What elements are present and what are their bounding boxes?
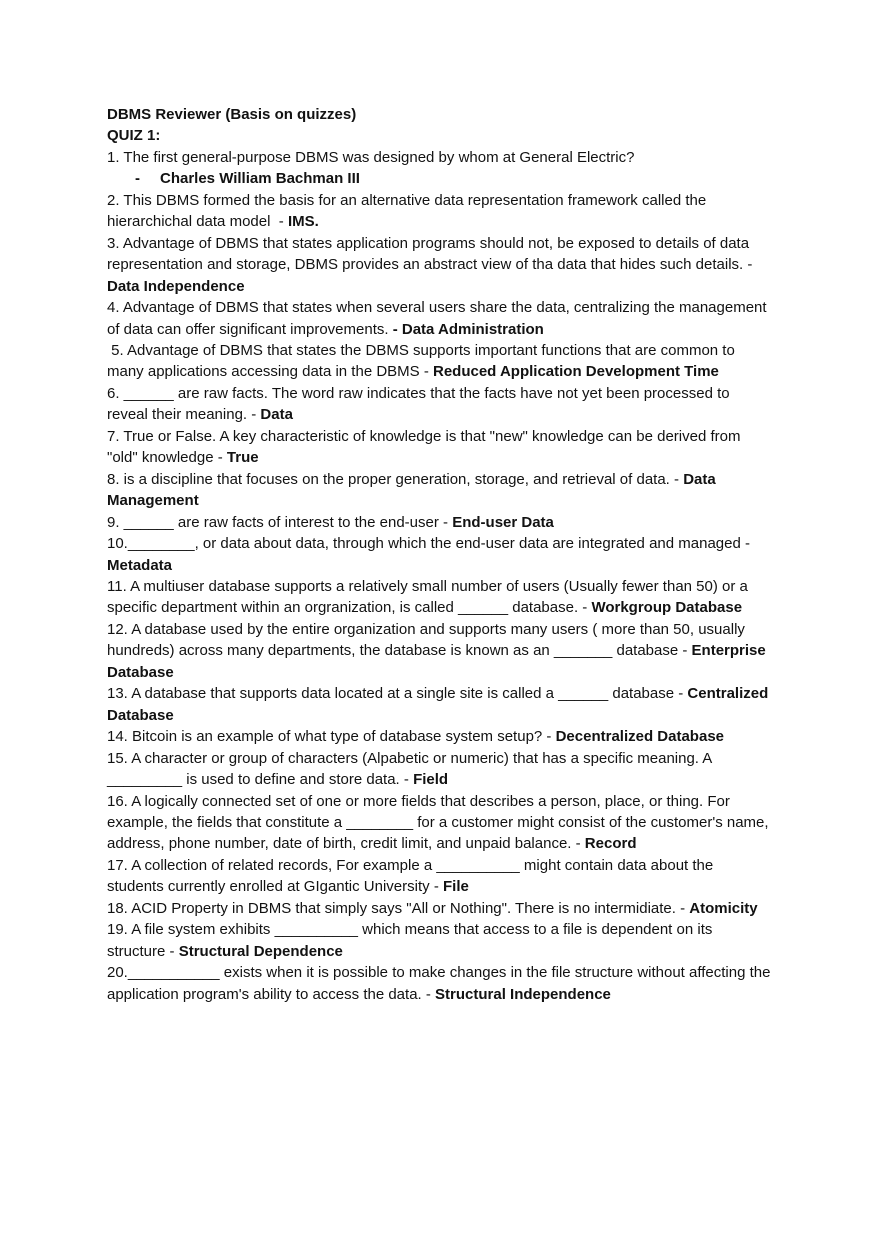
question-text: 7. True or False. A key characteristic of knowledge is that "new" knowledge can be derived from "old" knowledge - [107, 427, 745, 467]
answer-text: Centralized Database [107, 685, 773, 724]
answer-text: Decentralized Database [555, 728, 724, 746]
question-text: 6. ______ are raw facts. The word raw indicates that the facts have not yet been processed to reveal their meaning. - [107, 384, 734, 424]
question-text: 2. This DBMS formed the basis for an alternative data representation framework called the hierarchichal data model - [107, 191, 711, 231]
question-paragraph [107, 748, 771, 791]
question-paragraph [107, 426, 771, 469]
quiz-section-heading: QUIZ 1: [107, 127, 161, 145]
question-paragraph [107, 297, 771, 340]
question-text: 4. Advantage of DBMS that states when several users share the data, centralizing the management of data can offer significant improvements. [107, 299, 771, 338]
question-paragraph [107, 147, 771, 168]
question-text: 1. The first general-purpose DBMS was designed by whom at General Electric? [107, 148, 635, 166]
answer-text: Workgroup Database [591, 599, 743, 617]
document-title: DBMS Reviewer (Basis on quizzes) [107, 106, 357, 123]
question-paragraph [107, 533, 771, 576]
answer-text: True [226, 449, 259, 467]
question-paragraph [107, 512, 771, 533]
question-paragraph [107, 383, 771, 426]
question-text: 9. ______ are raw facts of interest to the end-user - [107, 513, 453, 531]
answer-text: Reduced Application Development Time [433, 363, 719, 381]
question-paragraph [107, 340, 771, 383]
bullet-dash: - [135, 170, 140, 188]
question-paragraph [107, 898, 771, 919]
answer-text: Field [413, 771, 449, 789]
answer-text: IMS. [287, 213, 319, 231]
question-text: 17. A collection of related records, For example a __________ might contain data about the students currently enrolled at GIgantic University - [107, 856, 718, 896]
question-paragraph [107, 791, 771, 855]
question-text: 14. Bitcoin is an example of what type of database system setup? - [107, 728, 556, 746]
answer-bullet-item [107, 168, 771, 189]
answer-text: Structural Dependence [178, 942, 343, 960]
question-paragraph [107, 855, 771, 898]
answer-text: Structural Independence [435, 985, 611, 1003]
question-paragraph [107, 190, 771, 233]
question-text: 5. Advantage of DBMS that states the DBMS supports important functions that are common to many applications accessing data in the DBMS - [107, 341, 739, 381]
answer-text: Data Management [107, 470, 720, 510]
question-text: 13. A database that supports data located at a single site is called a ______ database - [107, 685, 688, 703]
question-paragraph [107, 619, 771, 683]
question-text: 20.___________ exists when it is possible to make changes in the file structure without affecting the application program's ability to access the data. - [107, 964, 775, 1003]
question-paragraph [107, 576, 771, 619]
question-text: 11. A multiuser database supports a relatively small number of users (Usually fewer than 50) or a specific department within an orgranization, is called ______ database. - [107, 577, 753, 617]
question-text: 15. A character or group of characters (Alpabetic or numeric) that has a specific meaning. A _________ is used to define and store data. - [107, 749, 716, 789]
question-text: 3. Advantage of DBMS that states application programs should not, be exposed to details of data representation and storage, DBMS provides an abstract view of tha data that hides such details. - [107, 234, 757, 274]
question-paragraph [107, 233, 771, 297]
answer-text: Data Independence [107, 277, 245, 295]
answer-text: - Data Administration [392, 320, 544, 338]
question-text: 18. ACID Property in DBMS that simply says "All or Nothing". There is no intermidiate. - [107, 899, 690, 917]
question-list [107, 147, 775, 1005]
question-text: 19. A file system exhibits __________ which means that access to a file is dependent on its structure - [107, 921, 717, 960]
question-text: 8. is a discipline that focuses on the proper generation, storage, and retrieval of data. - [107, 470, 684, 488]
question-text: 16. A logically connected set of one or more fields that describes a person, place, or thing. For example, the fields that constitute a ________ for a customer might consist of the customer's name, address, phone number, date of birth, credit limit, and unpaid balance. - [107, 792, 773, 853]
answer-text: Metadata [107, 556, 173, 574]
answer-text: Data [260, 406, 293, 424]
question-paragraph [107, 919, 771, 962]
answer-text: Enterprise Database [107, 642, 770, 681]
question-paragraph [107, 962, 775, 1005]
answer-text: Atomicity [689, 899, 758, 917]
answer-text: Record [584, 835, 637, 853]
question-text: 12. A database used by the entire organization and supports many users ( more than 50, usually hundreds) across many departments, the database is known as an _______ database - [107, 620, 750, 660]
document-content [107, 104, 775, 1005]
answer-text: File [442, 878, 469, 896]
answer-text: Charles William Bachman III [160, 170, 360, 188]
question-paragraph [107, 683, 771, 726]
question-paragraph [107, 726, 771, 747]
answer-text: End-user Data [452, 513, 554, 531]
question-paragraph [107, 469, 771, 512]
question-text: 10.________, or data about data, through which the end-user data are integrated and managed - [107, 535, 755, 553]
